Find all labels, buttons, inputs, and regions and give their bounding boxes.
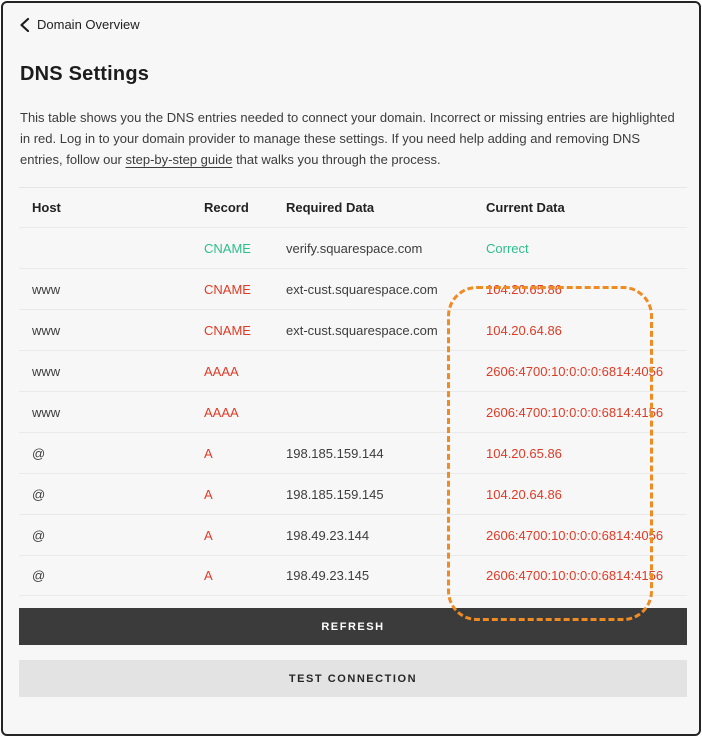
step-by-step-guide-link[interactable]: step-by-step guide (125, 152, 233, 167)
current-data-value: 2606:4700:10:0:0:0:6814:4056 (486, 363, 664, 379)
table-row (19, 227, 687, 268)
host-value: @ (32, 568, 46, 583)
dns-settings-panel (1, 1, 701, 736)
table-row (19, 555, 687, 596)
current-data-value: 104.20.65.86 (486, 281, 562, 297)
top-bar (3, 3, 699, 32)
back-to-domain-overview-link[interactable] (19, 17, 140, 32)
host-value: @ (32, 527, 46, 543)
required-data-value: ext-cust.squarespace.com (286, 281, 438, 297)
required-data-value: verify.squarespace.com (286, 240, 423, 256)
test-connection-button[interactable]: TEST CONNECTION (19, 660, 687, 697)
table-row (19, 268, 687, 309)
current-data-value: 2606:4700:10:0:0:0:6814:4156 (486, 404, 664, 420)
table-header-row (19, 187, 687, 227)
record-type-value: CNAME (204, 240, 251, 256)
column-header-record: Record (204, 200, 249, 215)
record-type-value: AAAA (204, 404, 239, 420)
chevron-left-icon (19, 18, 30, 32)
current-data-value: 104.20.65.86 (486, 445, 562, 461)
table-row (19, 350, 687, 391)
host-value: www (32, 322, 61, 338)
description-after-link: that walks you through the process. (232, 152, 441, 167)
record-type-value: A (204, 445, 213, 461)
table-row (19, 473, 687, 514)
table-row (19, 514, 687, 555)
host-value: www (32, 404, 61, 420)
record-type-value: AAAA (204, 363, 239, 379)
refresh-button[interactable]: REFRESH (19, 608, 687, 645)
column-header-current-data: Current Data (486, 200, 565, 215)
required-data-value: 198.185.159.144 (286, 445, 384, 461)
current-data-value: 104.20.64.86 (486, 322, 562, 338)
record-type-value: A (204, 527, 213, 543)
table-row (19, 309, 687, 350)
current-data-value: Correct (486, 240, 529, 256)
table-row (19, 432, 687, 473)
record-type-value: A (204, 568, 213, 583)
record-type-value: CNAME (204, 322, 251, 338)
record-type-value: CNAME (204, 281, 251, 297)
column-header-host: Host (32, 200, 61, 215)
description-text (20, 107, 686, 170)
description-before-link: This table shows you the DNS entries needed to connect your domain. Incorrect or missing entries are highlighted in red. Log in to your domain provider to manage these settings. If you need help adding and removing DNS entries, follow our (20, 110, 675, 167)
column-header-required-data: Required Data (286, 200, 375, 215)
required-data-value: 198.49.23.145 (286, 568, 370, 583)
host-value: @ (32, 445, 46, 461)
host-value: @ (32, 486, 46, 502)
current-data-value: 2606:4700:10:0:0:0:6814:4156 (486, 568, 664, 583)
host-value: www (32, 363, 61, 379)
dns-table-body (19, 227, 687, 596)
page-title: DNS Settings (20, 63, 150, 85)
current-data-value: 104.20.64.86 (486, 486, 562, 502)
required-data-value: 198.185.159.145 (286, 486, 384, 502)
record-type-value: A (204, 486, 213, 502)
required-data-value: 198.49.23.144 (286, 527, 370, 543)
table-row (19, 391, 687, 432)
dns-records-table (19, 187, 687, 596)
current-data-value: 2606:4700:10:0:0:0:6814:4056 (486, 527, 664, 543)
required-data-value: ext-cust.squarespace.com (286, 322, 438, 338)
host-value: www (32, 281, 61, 297)
back-link-label: Domain Overview (37, 17, 140, 32)
